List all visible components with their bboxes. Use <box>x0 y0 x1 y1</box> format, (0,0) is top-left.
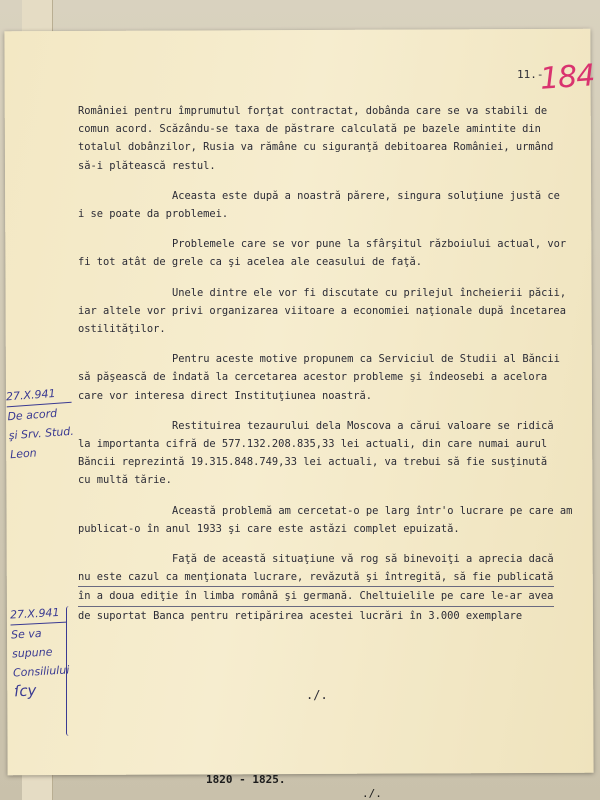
bottom-label: 1820 - 1825. <box>206 773 286 786</box>
text-line: publicat-o în anul 1933 şi care este astăzi complet epuizată. <box>78 522 460 535</box>
signature-icon: ſcy <box>13 681 37 701</box>
text-line: României pentru împrumutul forţat contractat, dobânda care se va stabili de <box>78 105 548 117</box>
text-line: Problemele care se vor pune la sfârşitul războiului actual, vor <box>172 238 567 251</box>
folio-number: 184 <box>538 58 596 97</box>
text-line: la importanta cifră de 577.132.208.835,33 lei actuali, din care numai aurul <box>78 438 548 451</box>
document-body <box>78 102 573 625</box>
annotation-line: şi Srv. Stud. <box>8 424 75 443</box>
annotation-line: supune <box>11 645 53 661</box>
annotation-line: Leon <box>9 446 38 462</box>
text-line: Pentru aceste motive propunem ca Serviciul de Studii al Băncii <box>172 353 560 366</box>
text-line: cu multă tărie. <box>78 474 172 487</box>
text-line: Aceasta este după a noastră părere, singura soluţiune justă ce <box>172 189 560 202</box>
text-line: Faţă de această situaţiune vă rog să binevoiţi a aprecia dacă <box>172 553 554 566</box>
text-line: ostilităţilor. <box>78 323 166 336</box>
text-line: care vor interesa direct Instituţiunea noastră. <box>78 389 373 402</box>
page-number: 11.- <box>517 68 544 81</box>
continuation-mark: ./. <box>306 688 328 702</box>
annotation-line: Se va <box>10 626 42 642</box>
text-line: i se poate da problemei. <box>78 208 229 221</box>
handwritten-annotation-1 <box>5 383 75 464</box>
text-line-underlined: în a doua ediţie în limba română şi germană. Cheltuielile pe care le-ar avea <box>78 587 554 606</box>
text-line: fi tot atât de grele ca şi acelea ale ceasului de faţă. <box>78 256 423 269</box>
text-line: comun acord. Scăzându-se taxa de păstrare calculată pe bazele amintite din <box>78 123 541 136</box>
text-line: iar altele vor privi organizarea viitoare a economiei naţionale după încetarea <box>78 304 566 317</box>
text-line: Unele dintre ele vor fi discutate cu prilejul încheierii păcii, <box>172 286 567 299</box>
text-line: să-i plătească restul. <box>78 159 216 172</box>
annotation-line: Consiliului <box>12 663 70 680</box>
handwritten-annotation-2 <box>10 603 71 702</box>
annotation-date: 27.X.941 <box>5 383 71 407</box>
text-line: să păşească de îndată la cercetarea acestor probleme şi îndeosebi a acelora <box>78 371 548 384</box>
annotation-date: 27.X.941 <box>10 603 67 626</box>
annotation-line: De acord <box>6 406 58 424</box>
text-line: totalul dobânzilor, Rusia va rămâne cu siguranţă debitoarea României, urmând <box>78 141 554 154</box>
text-line: Această problemă am cercetat-o pe larg într'o lucrare pe care am <box>172 504 573 517</box>
text-line-underlined: nu este cazul ca menţionata lucrare, revăzută şi întregită, să fie publicată <box>78 568 554 587</box>
annotation-bracket <box>66 606 73 736</box>
text-line: Restituirea tezaurului dela Moscova a cărui valoare se ridică <box>172 419 554 432</box>
bottom-mark: ./. <box>362 787 382 800</box>
text-line: de suportat Banca pentru retipărirea acestei lucrări în 3.000 exemplare <box>78 609 523 622</box>
text-line: Băncii reprezintă 19.315.848.749,33 lei actuali, va trebui să fie susţinută <box>78 456 548 469</box>
